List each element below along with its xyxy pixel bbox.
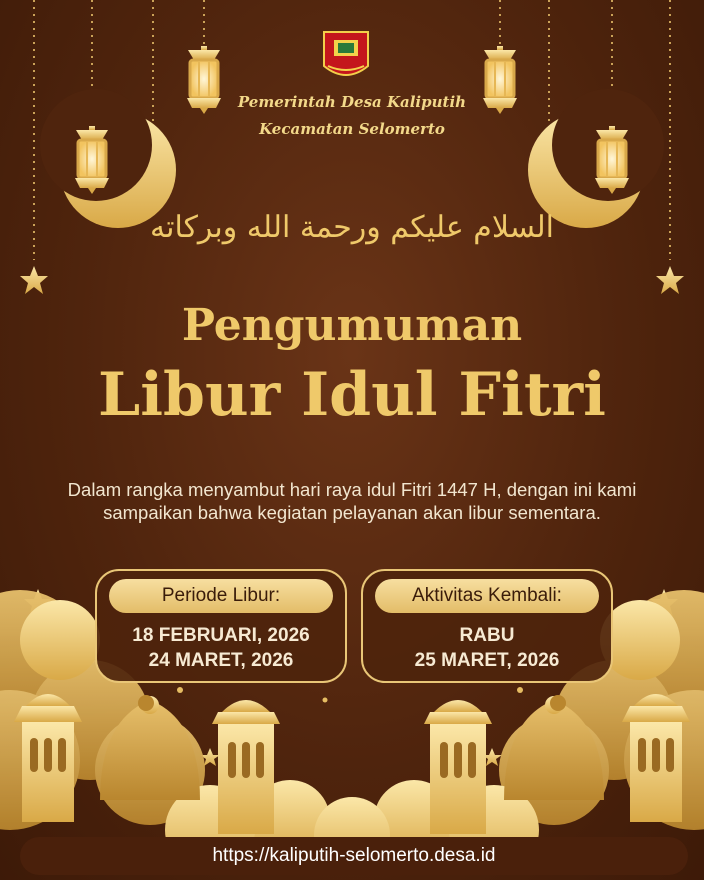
- holiday-title: Libur Idul Fitri: [98, 360, 606, 430]
- website-link[interactable]: https://kaliputih-selomerto.desa.id: [212, 845, 496, 866]
- district-name: Kecamatan Selomerto: [259, 120, 445, 138]
- periode-card: [95, 569, 347, 683]
- periode-label: Periode Libur:: [109, 579, 333, 613]
- crest-logo: [324, 32, 368, 75]
- village-name: Pemerintah Desa Kaliputih: [237, 93, 467, 111]
- kembali-card: [361, 569, 613, 683]
- footer-url-bar: [20, 837, 688, 875]
- periode-start: 18 FEBRUARI, 2026: [132, 625, 310, 646]
- kembali-date: 25 MARET, 2026: [414, 650, 560, 671]
- kembali-day: RABU: [459, 625, 515, 646]
- periode-end: 24 MARET, 2026: [148, 650, 294, 671]
- salam-calligraphy: السلام عليكم ورحمة الله وبركاته: [150, 210, 554, 245]
- announcement-title: Pengumuman: [181, 300, 523, 351]
- star-icon: [20, 266, 48, 294]
- star-icon: [656, 266, 684, 294]
- intro-text: Dalam rangka menyambut hari raya idul Fitri 1447 H, dengan ini kami sampaikan bahwa kegiatan pelayanan akan libur sementara.: [67, 479, 637, 523]
- kembali-label: Aktivitas Kembali:: [375, 579, 599, 613]
